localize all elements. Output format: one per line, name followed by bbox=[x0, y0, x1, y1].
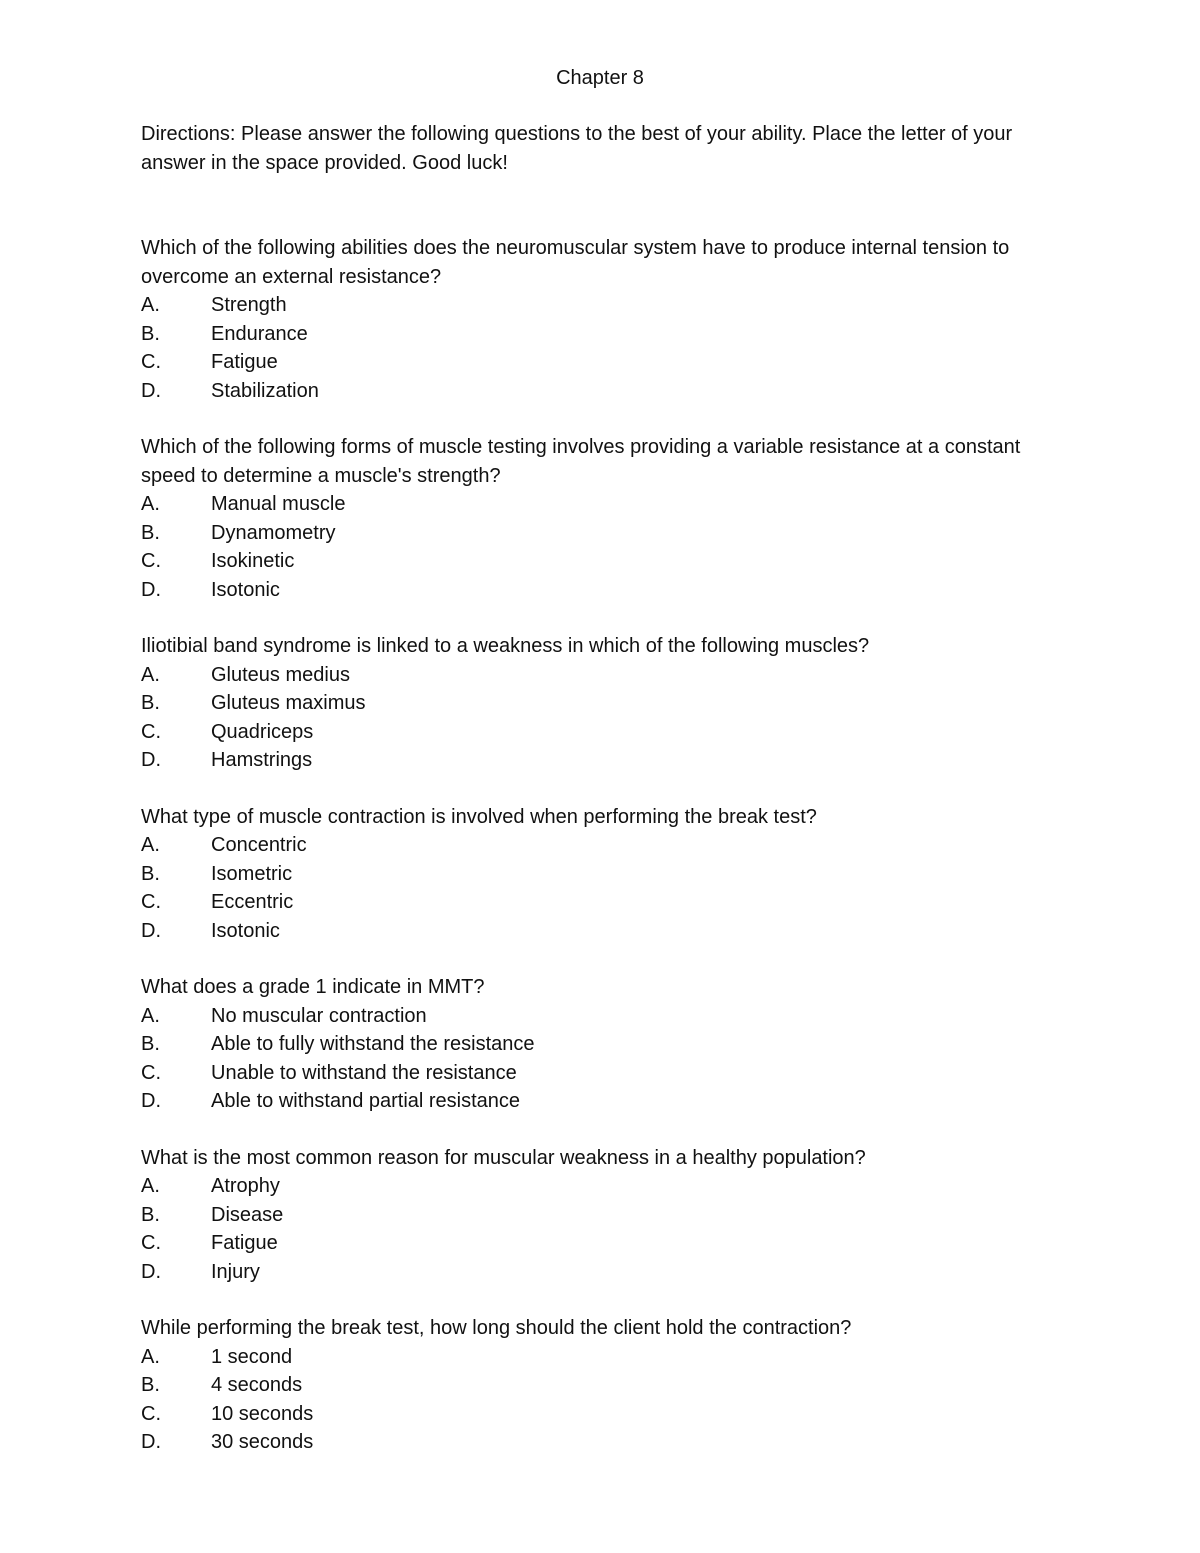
option-letter: B. bbox=[141, 1203, 160, 1226]
option-text: Unable to withstand the resistance bbox=[211, 1061, 517, 1084]
option-letter: B. bbox=[141, 322, 160, 345]
question-text: Which of the following abilities does the neuromuscular system have to produce internal tension to overcome an external resistance? bbox=[141, 237, 1010, 288]
option-letter: A. bbox=[141, 663, 160, 686]
option-d bbox=[141, 576, 1071, 605]
question-text: Which of the following forms of muscle testing involves providing a variable resistance at a constant speed to determine a muscle's strength? bbox=[141, 436, 1021, 487]
option-text: 10 seconds bbox=[211, 1402, 314, 1425]
option-text: Isokinetic bbox=[211, 550, 295, 572]
option-text: Stabilization bbox=[211, 379, 319, 402]
question-text: While performing the break test, how long should the client hold the contraction? bbox=[141, 1317, 852, 1339]
option-b bbox=[141, 860, 1071, 889]
option-b bbox=[141, 1371, 1071, 1400]
option-letter: B. bbox=[141, 692, 160, 714]
option-letter: A. bbox=[141, 1345, 160, 1368]
question-7 bbox=[141, 1314, 1071, 1457]
question-list bbox=[141, 234, 1071, 1485]
question-6 bbox=[141, 1144, 1071, 1287]
page-title: Chapter 8 bbox=[556, 67, 644, 89]
option-c bbox=[141, 1400, 1071, 1429]
option-a bbox=[141, 1002, 1071, 1031]
option-text: Isotonic bbox=[211, 919, 280, 942]
option-letter: D. bbox=[141, 1090, 161, 1112]
option-text: No muscular contraction bbox=[211, 1004, 427, 1027]
option-letter: B. bbox=[141, 521, 160, 544]
option-letter: C. bbox=[141, 351, 161, 373]
option-a bbox=[141, 1172, 1071, 1201]
question-text: Iliotibial band syndrome is linked to a weakness in which of the following muscles? bbox=[141, 635, 870, 657]
option-c bbox=[141, 348, 1071, 377]
option-text: 1 second bbox=[211, 1345, 293, 1368]
question-text: What is the most common reason for muscular weakness in a healthy population? bbox=[141, 1146, 866, 1169]
question-text: What type of muscle contraction is involved when performing the break test? bbox=[141, 805, 817, 828]
option-text: Dynamometry bbox=[211, 521, 336, 544]
option-letter: A. bbox=[141, 1175, 160, 1197]
option-letter: D. bbox=[141, 1260, 161, 1283]
option-letter: C. bbox=[141, 720, 161, 743]
option-a bbox=[141, 291, 1071, 320]
option-letter: C. bbox=[141, 1232, 161, 1254]
option-a bbox=[141, 1343, 1071, 1372]
option-c bbox=[141, 1059, 1071, 1088]
option-text: Quadriceps bbox=[211, 720, 314, 743]
option-c bbox=[141, 888, 1071, 917]
option-c bbox=[141, 718, 1071, 747]
option-letter: D. bbox=[141, 578, 161, 601]
option-d bbox=[141, 1428, 1071, 1457]
option-text: Able to withstand partial resistance bbox=[211, 1090, 521, 1112]
option-b bbox=[141, 519, 1071, 548]
option-letter: D. bbox=[141, 379, 161, 402]
option-text: Hamstrings bbox=[211, 749, 313, 771]
option-text: 30 seconds bbox=[211, 1431, 314, 1453]
question-text: What does a grade 1 indicate in MMT? bbox=[141, 976, 485, 998]
option-text: Gluteus maximus bbox=[211, 692, 366, 714]
option-text: 4 seconds bbox=[211, 1374, 303, 1396]
option-letter: C. bbox=[141, 1061, 161, 1084]
option-letter: D. bbox=[141, 919, 161, 942]
option-letter: B. bbox=[141, 862, 160, 885]
option-letter: A. bbox=[141, 834, 160, 856]
question-5 bbox=[141, 973, 1071, 1116]
option-text: Able to fully withstand the resistance bbox=[211, 1033, 535, 1055]
option-text: Fatigue bbox=[211, 1232, 278, 1254]
option-letter: B. bbox=[141, 1033, 160, 1055]
option-text: Disease bbox=[211, 1203, 284, 1226]
option-text: Atrophy bbox=[211, 1175, 280, 1197]
option-a bbox=[141, 831, 1071, 860]
question-2 bbox=[141, 433, 1071, 604]
option-letter: B. bbox=[141, 1374, 160, 1396]
option-d bbox=[141, 1087, 1071, 1116]
option-b bbox=[141, 689, 1071, 718]
option-text: Injury bbox=[211, 1260, 260, 1283]
option-d bbox=[141, 917, 1071, 946]
option-a bbox=[141, 490, 1071, 519]
option-letter: C. bbox=[141, 1402, 161, 1425]
option-letter: D. bbox=[141, 749, 161, 771]
option-c bbox=[141, 547, 1071, 576]
option-b bbox=[141, 320, 1071, 349]
option-text: Eccentric bbox=[211, 891, 294, 913]
option-letter: C. bbox=[141, 550, 161, 572]
option-d bbox=[141, 377, 1071, 406]
option-letter: A. bbox=[141, 1004, 160, 1027]
option-c bbox=[141, 1229, 1071, 1258]
directions-text: Directions: Please answer the following questions to the best of your ability. Place the letter of your answer in the space provided. Good luck! bbox=[141, 123, 1013, 174]
option-text: Concentric bbox=[211, 834, 307, 856]
option-letter: D. bbox=[141, 1431, 161, 1453]
option-text: Isotonic bbox=[211, 578, 280, 601]
question-1 bbox=[141, 234, 1071, 405]
option-d bbox=[141, 1258, 1071, 1287]
option-text: Gluteus medius bbox=[211, 663, 350, 686]
option-d bbox=[141, 746, 1071, 775]
option-b bbox=[141, 1030, 1071, 1059]
option-text: Manual muscle bbox=[211, 493, 346, 515]
option-letter: A. bbox=[141, 294, 160, 316]
question-3 bbox=[141, 632, 1071, 775]
option-b bbox=[141, 1201, 1071, 1230]
option-letter: C. bbox=[141, 891, 161, 913]
option-text: Isometric bbox=[211, 862, 293, 885]
option-letter: A. bbox=[141, 493, 160, 515]
option-text: Strength bbox=[211, 294, 287, 316]
option-text: Fatigue bbox=[211, 351, 278, 373]
option-text: Endurance bbox=[211, 322, 308, 345]
option-a bbox=[141, 661, 1071, 690]
question-4 bbox=[141, 803, 1071, 946]
